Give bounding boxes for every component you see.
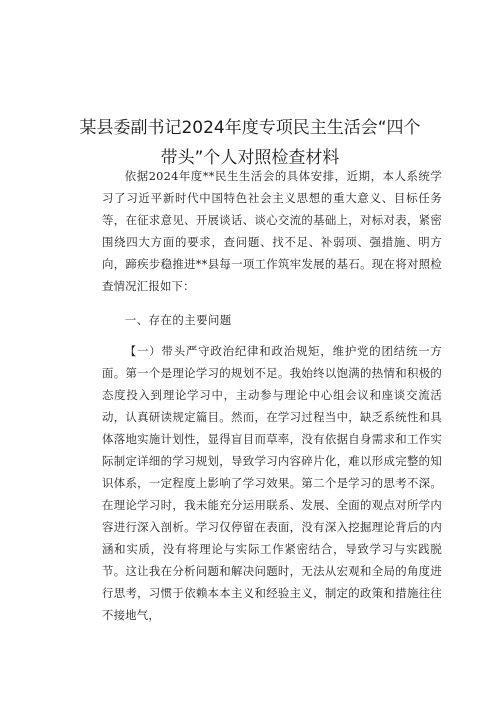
section-heading: 一、存在的主要问题 xyxy=(124,313,232,327)
body-paragraph: 【一）带头严守政治纪律和政治规矩，维护党的团结统一方面。第一个是理论学习的规划不足。我始终以饱满的热情和积极的态度投入到理论学习中，主动参与理论中心组会议和座谈交流活动，认真研读规定篇目。然而，在学习过程当中，缺乏系统性和具体落地实施计划性，显得盲目而草率，没有依据自身需求和工作实际制定详细的学习规划，导致学习内容碎片化，难以形成完整的知识体系，一定程度上影响了学习效果。第二个是学习的思考不深。在理论学习时，我未能充分运用联系、发展、全面的观点对所学内容进行深入剖析。学习仅停留在表面，没有深入挖掘理论背后的内涵和实质，没有将理论与实际工作紧密结合，导致学习与实践脱节。这让我在分析问题和解决问题时，无法从宏观和全局的角度进行思考，习惯于依赖本本主义和经验主义，制定的政策和措施往往不接地气， xyxy=(102,344,442,622)
intro-paragraph: 依据2024年度**民生生活会的具体安排，近期，本人系统学习了习近平新时代中国特色社会主义思想的重大意义、目标任务等，在征求意见、开展谈话、谈心交流的基础上，对标对表，紧密围绕四大方面的要求，查问题、找不足、补弱项、强措施、明方向，蹄疾步稳推进**县每一项工作筑牢发展的基石。现在将对照检查情况汇报如下： xyxy=(102,169,442,293)
title-line-1: 某县委副书记2024年度专项民主生活会“四个 xyxy=(79,118,421,138)
document-title xyxy=(60,113,440,173)
document-body xyxy=(102,165,442,626)
title-line-2: 带头”个人对照检查材料 xyxy=(160,148,340,168)
